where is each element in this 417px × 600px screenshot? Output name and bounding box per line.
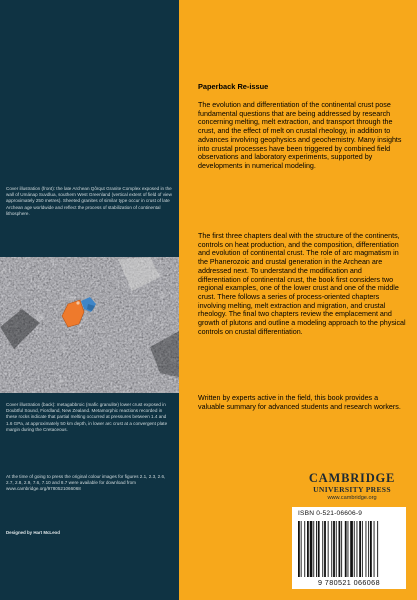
blurb-paragraph: Written by experts active in the field, this book provides a valuable summary for advanced students and research workers. [198, 394, 401, 411]
barcode-stripe [345, 521, 347, 577]
metagabbro-rock-image [0, 257, 179, 393]
barcode-stripe [357, 521, 358, 577]
isbn-label: ISBN 0-521-06606-9 [298, 510, 363, 517]
colour-figures-note: At the time of going to press the original colour images for figures 2.1, 2.3, 2.6, 2.7, 2.8, 2.9, 7.6, 7.10 and 8.7 were available for download from www.cambridge.org/9780521066068 [6, 474, 166, 492]
publisher-name: CAMBRIDGE [308, 471, 396, 485]
barcode-icon [298, 521, 400, 577]
barcode-stripe [307, 521, 309, 577]
barcode-stripe [316, 521, 317, 577]
barcode-stripe [336, 521, 337, 577]
barcode-stripe [374, 521, 375, 577]
barcode-stripe [313, 521, 314, 577]
publisher-logo [298, 472, 406, 502]
barcode-stripe [328, 521, 329, 577]
publisher-subtitle: UNIVERSITY PRESS [313, 485, 391, 494]
barcode-stripe [370, 521, 372, 577]
blurb-paragraph: The evolution and differentiation of the continental crust pose fundamental questions that are being addressed by research concerning melting, melt extraction, and transport through the crust, and the effect of melt on crustal rheology, in addition to advances involving geophysics and geochemistry. Many insights into crustal processes have been triggered by combined field observations and laboratory experiments, supported by developments in numerical modeling. [198, 101, 402, 170]
barcode-stripe [350, 521, 353, 577]
back-cover-caption: Cover illustration (back): metagabbroic (mafic granulite) lower crust exposed in Doubtful Sound, Fiordland, New Zealand. Metamorphic reactions recorded in these rocks indicate that partial melting occurred at pressures between 1.4 and 1.6 GPa, at approximately 50 km depth, in lower arc crust at a convergent plate margin during the Cretaceous. [6, 402, 168, 432]
blurb-paragraph: The first three chapters deal with the structure of the continents, controls on heat production, and the composition, differentiation and evolution of continental crust. The role of arc magmatism in the Phanerozoic and crustal generation in the Archean are addressed next. To understand the modification and differentiation of continental crust, the book first considers two regional examples, one of the lower crust and one of the middle crust. There follows a series of process-oriented chapters involving melting, melt extraction and migration, and crustal rheology. The final two chapters review the emplacement and growth of plutons and outline a modeling approach to the physical controls on crustal differentiation. [198, 232, 406, 336]
barcode-stripe [359, 521, 361, 577]
barcode-stripe [331, 521, 332, 577]
barcode-stripe [368, 521, 369, 577]
barcode-stripe [339, 521, 341, 577]
front-cover-caption: Cover illustration (front): the late Archean Qôrqut Granite Complex exposed in the wall of Umánap Suvdlua, southern West Greenland (vertical extent of field of view approximately 250 metres). Sheeted granites of similar type occur in crust of late Archean age worldwide and reflect the process of stabilization of continental lithosphere. [6, 186, 172, 216]
barcode-stripe [354, 521, 355, 577]
barcode-stripe [310, 521, 313, 577]
barcode-stripe [324, 521, 326, 577]
barcode-box [292, 507, 406, 589]
left-panel [0, 0, 179, 600]
barcode-stripe [377, 521, 378, 577]
reissue-heading: Paperback Re-issue [198, 82, 269, 91]
publisher-url: www.cambridge.org [327, 495, 377, 501]
cover-rock-photo [0, 257, 179, 393]
designer-credit: Designed by Hart McLeod [6, 530, 60, 535]
barcode-stripe [333, 521, 335, 577]
barcode-stripe [348, 521, 349, 577]
barcode-stripe [341, 521, 342, 577]
barcode-stripe [362, 521, 363, 577]
barcode-stripe [322, 521, 323, 577]
barcode-stripe [366, 521, 367, 577]
barcode-stripe [301, 521, 302, 577]
barcode-number: 9 780521 066068 [318, 578, 380, 587]
barcode-stripe [304, 521, 305, 577]
barcode-stripe [318, 521, 320, 577]
barcode-stripe [298, 521, 300, 577]
